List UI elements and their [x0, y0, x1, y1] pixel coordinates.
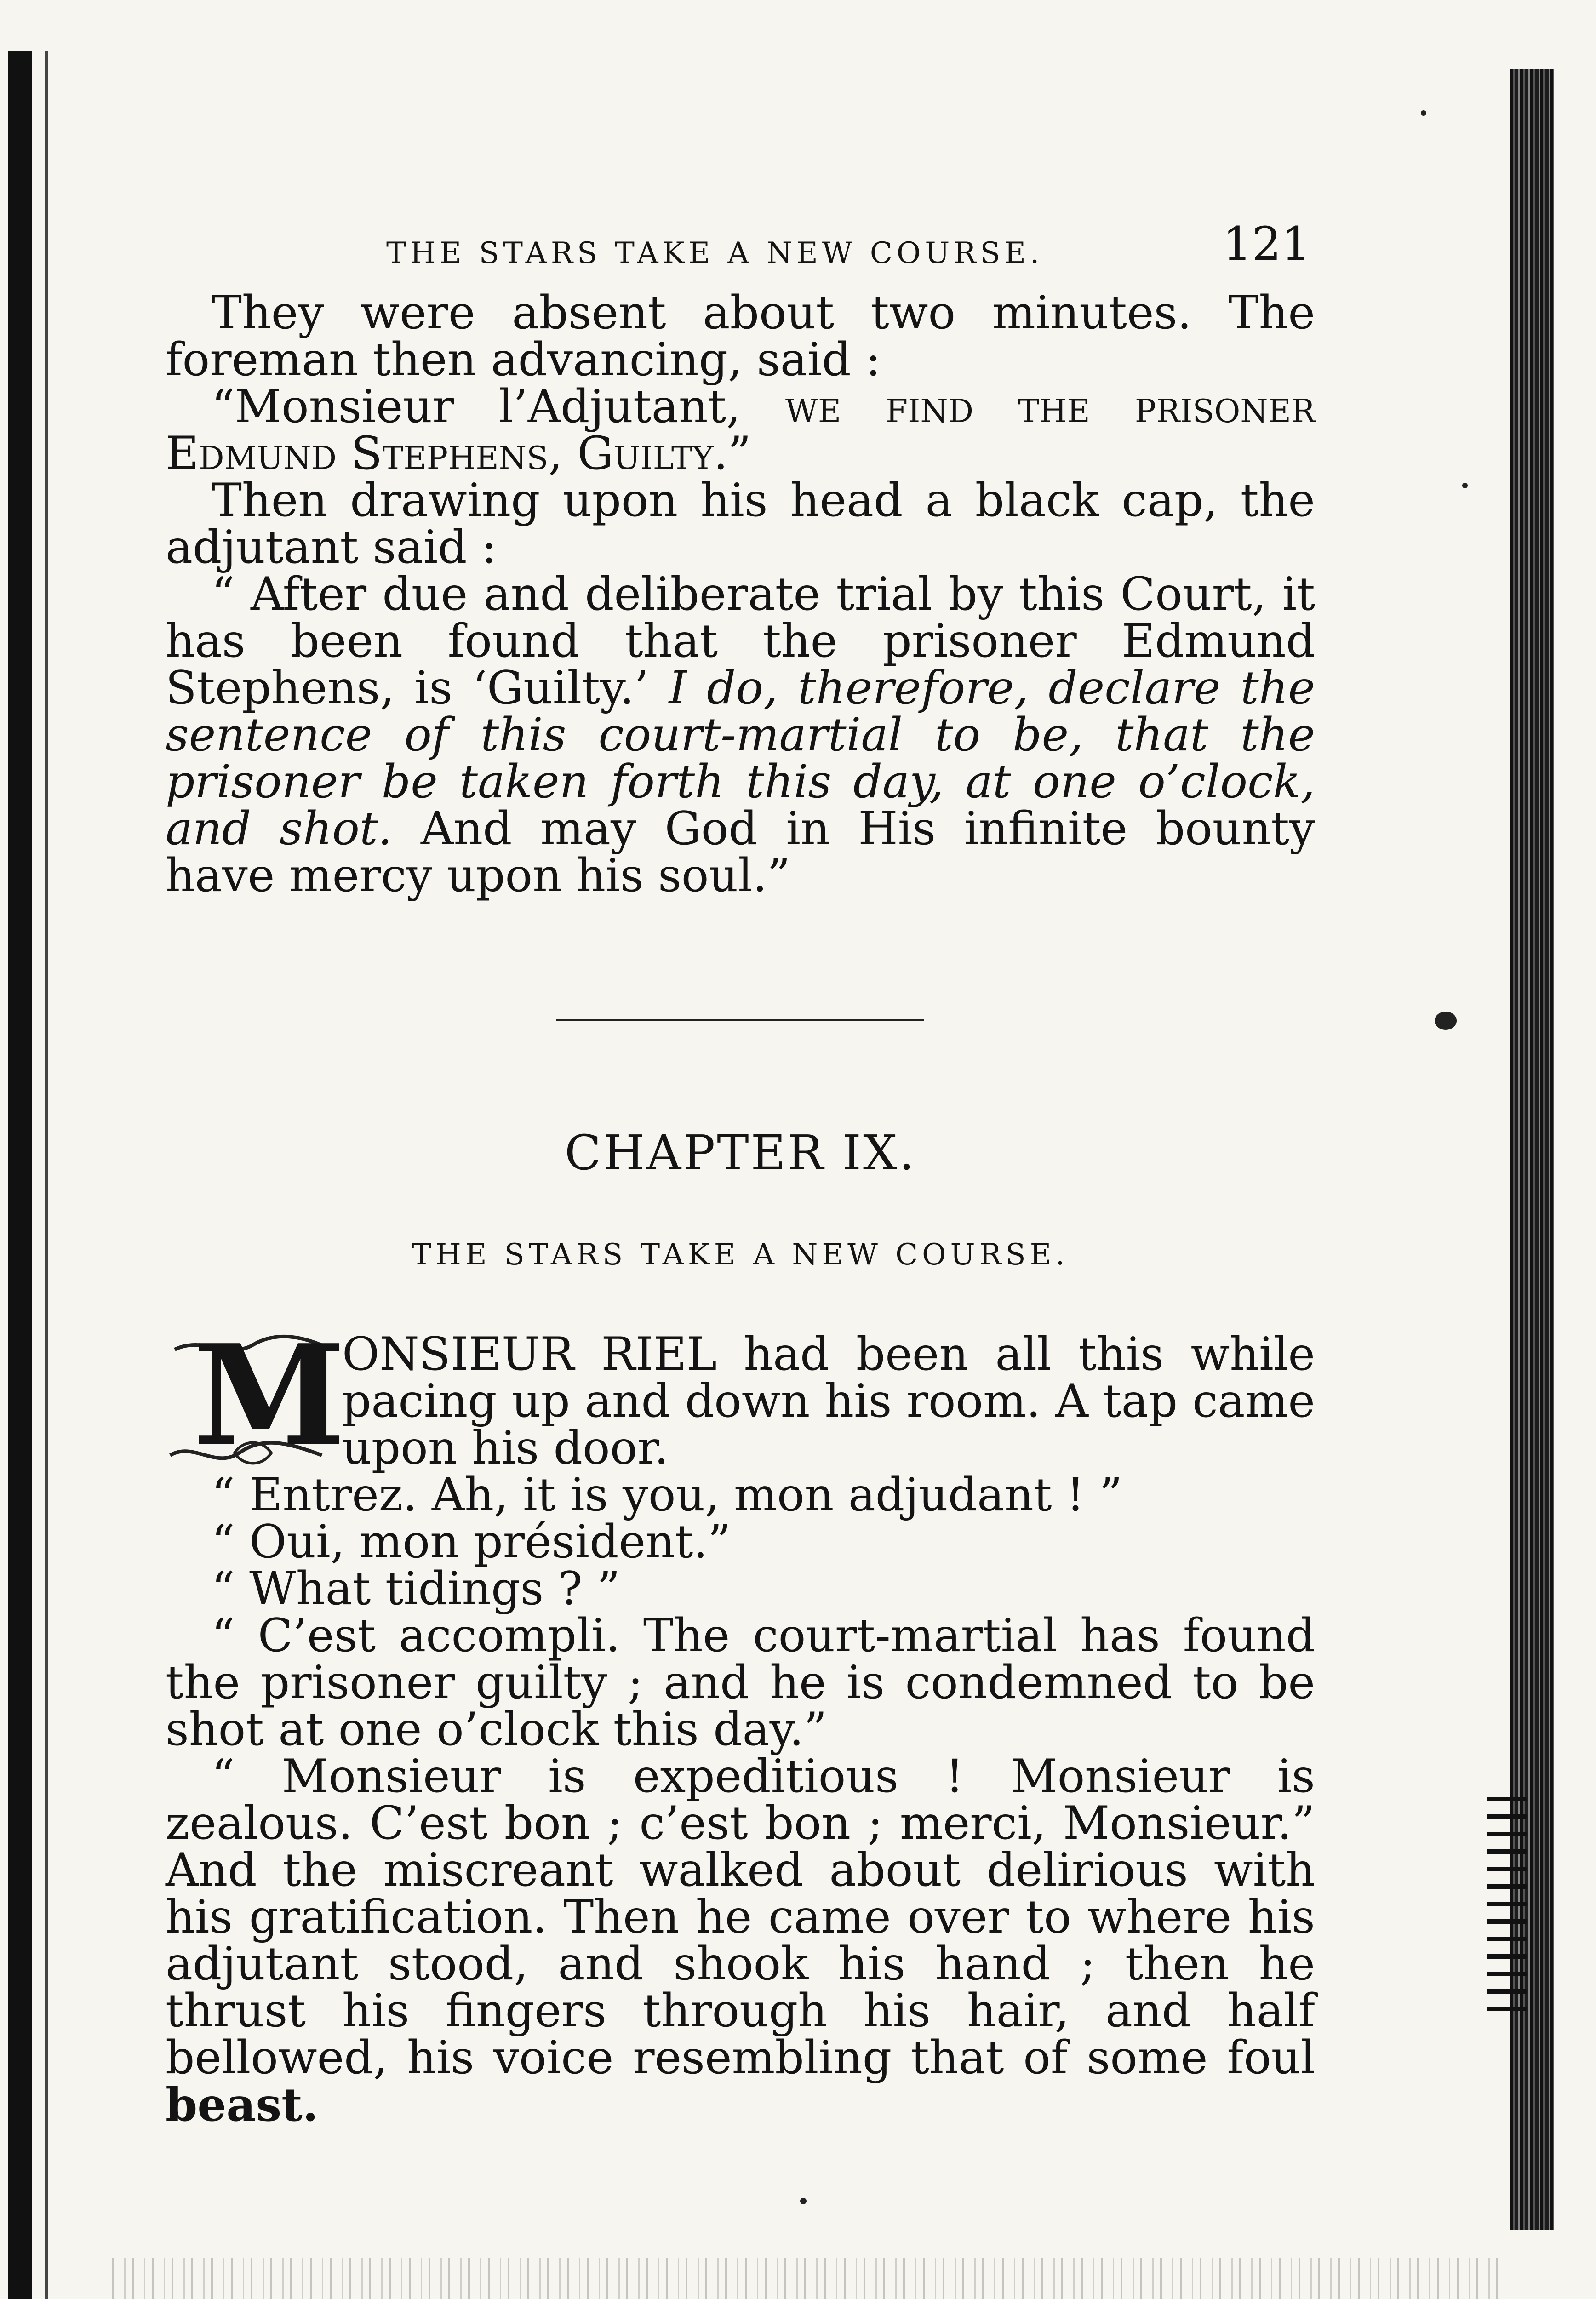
dropcap-letter: M — [193, 1314, 346, 1476]
scan-edge-marks — [1487, 1784, 1527, 2023]
sentence-preamble: “ After due and deliberate trial by this Court, it has been found that the prisoner Edmund Stephens, is ‘Guilty.’ — [166, 568, 1315, 715]
quote-open: “Monsieur l’Adjutant, — [212, 380, 785, 433]
page-header — [166, 217, 1315, 290]
page-number: 121 — [1223, 217, 1310, 271]
scan-binding-line — [45, 51, 48, 2299]
chapter-title: CHAPTER IX. — [564, 1125, 916, 1181]
section-divider — [556, 1019, 924, 1021]
opening-paragraph: ONSIEUR RIEL had been all this while pacing up and down his room. A tap came upon his door. — [342, 1328, 1315, 1475]
scan-binding-edge — [8, 51, 32, 2299]
verdict-text: we find the prisoner Edmund Stephens, Guilty. — [166, 380, 1315, 480]
scan-speck — [1462, 483, 1468, 488]
closing-paragraph — [166, 1750, 1315, 2132]
chapter-subtitle: THE STARS TAKE A NEW COURSE. — [412, 1238, 1069, 1272]
dialogue-line: “ What tidings ? ” — [212, 1562, 620, 1615]
paragraph: Then drawing upon his head a black cap, the adjutant said : — [166, 474, 1315, 574]
closing-text: “ Monsieur is expeditious ! Monsieur is zealous. C’est bon ; c’est bon ; merci, Monsieur.” And the miscreant walked about delirious with his gratification. Then he came over to where his adjutant stood, and shook his hand ; then he thrust his fingers through his hair, and half bellowed, his voice resembling that of some foul — [166, 1750, 1315, 2084]
scan-bottom-noise — [106, 2258, 1504, 2299]
paragraph — [166, 380, 1315, 480]
closing-last-word: beast. — [166, 2078, 319, 2132]
scan-speck — [1435, 1012, 1457, 1030]
book-page — [166, 217, 1315, 2132]
paragraph: They were absent about two minutes. The foreman then advancing, said : — [166, 286, 1315, 386]
chapter-opening — [166, 1314, 1315, 1476]
decorated-initial — [166, 1314, 346, 1476]
scan-speck — [800, 2198, 807, 2204]
paragraph — [166, 568, 1315, 902]
dialogue-line: “ C’est accompli. The court-martial has found the prisoner guilty ; and he is condemned to be shot at one o’clock this day.” — [166, 1609, 1315, 1756]
quote-close: ” — [728, 427, 751, 480]
sentence-italic: I do, therefore, declare the sentence of this court-martial to be, that the prisoner be taken forth this day, at one o’clock, and shot. — [166, 662, 1315, 855]
dialogue-line: “ Entrez. Ah, it is you, mon adjudant ! ” — [212, 1469, 1123, 1521]
sentence-end: And may God in His infinite bounty have mercy upon his soul.” — [166, 802, 1315, 902]
scan-speck — [1421, 110, 1426, 116]
dialogue-line: “ Oui, mon président.” — [212, 1516, 731, 1568]
running-title: THE STARS TAKE A NEW COURSE. — [386, 236, 1044, 270]
